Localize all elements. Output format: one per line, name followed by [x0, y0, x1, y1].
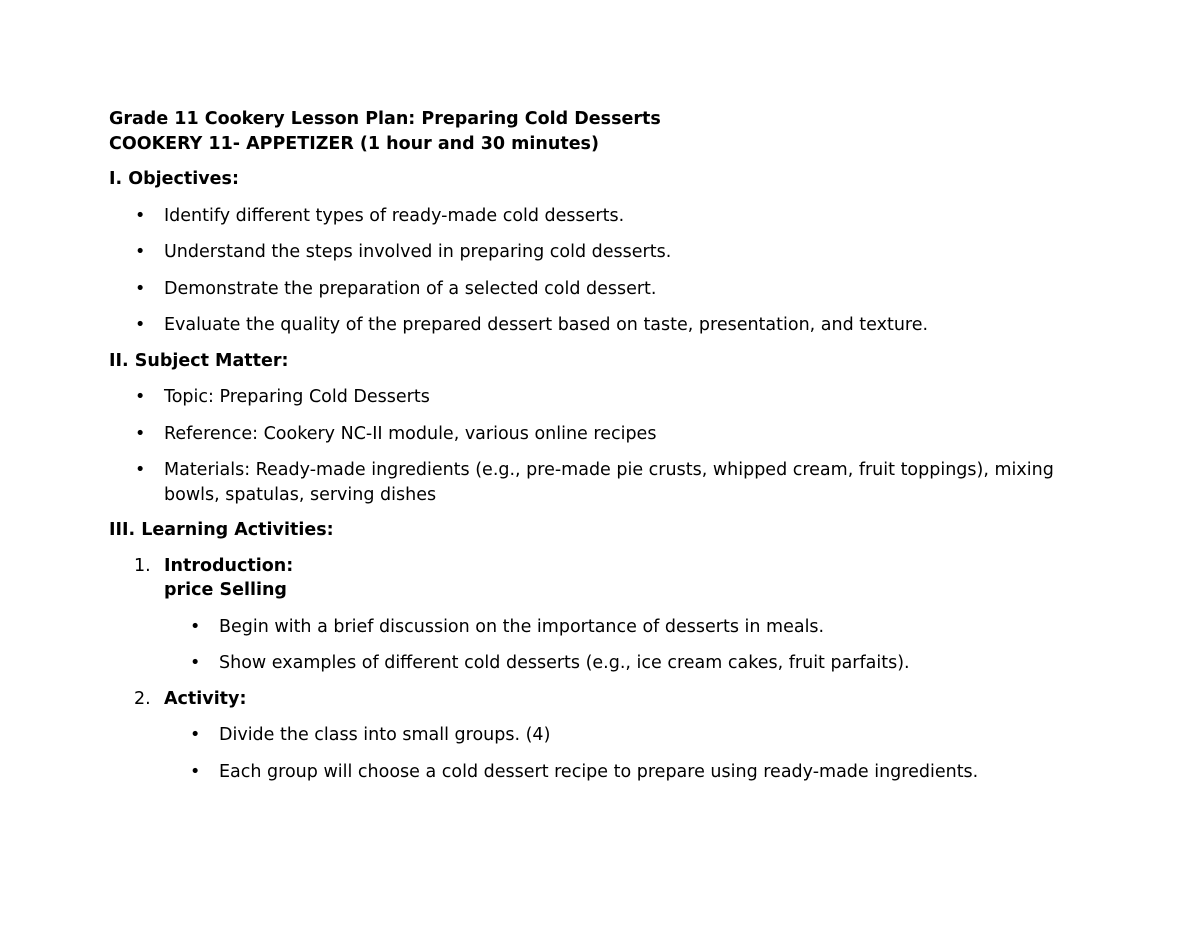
subject-matter-item: • Materials: Ready-made ingredients (e.g., pre-made pie crusts, whipped cream, fruit toppings), mixing bowls, spatulas, serving dishes — [109, 458, 1109, 507]
document-subtitle: COOKERY 11- APPETIZER (1 hour and 30 minutes) — [109, 133, 599, 154]
learning-activities-list — [109, 554, 1109, 785]
learning-activities-heading: III. Learning Activities: — [109, 520, 334, 540]
step-label: Introduction: — [164, 555, 294, 576]
step-sublabel: price Selling — [164, 580, 287, 600]
subject-matter-list — [109, 385, 1109, 507]
activity-step-introduction — [109, 554, 1109, 676]
subject-matter-item: • Reference: Cookery NC-II module, various online recipes — [109, 422, 1109, 447]
objective-item: • Understand the steps involved in preparing cold desserts. — [109, 240, 1109, 265]
subject-matter-heading: II. Subject Matter: — [109, 350, 289, 371]
document-title: Grade 11 Cookery Lesson Plan: Preparing Cold Desserts — [109, 109, 661, 129]
objectives-heading: I. Objectives: — [109, 169, 239, 189]
activity-item: • Each group will choose a cold dessert recipe to prepare using ready-made ingredients. — [164, 760, 1109, 785]
objective-item: • Identify different types of ready-made cold desserts. — [109, 204, 1109, 229]
activity-items — [164, 723, 1109, 784]
objectives-list — [109, 204, 1109, 338]
step-label: Activity: — [164, 688, 247, 709]
activity-step-activity — [109, 687, 1109, 785]
document-page — [109, 107, 1109, 784]
introduction-item: • Show examples of different cold desserts (e.g., ice cream cakes, fruit parfaits). — [164, 651, 1109, 676]
step-number: 2. — [134, 688, 151, 709]
introduction-items — [164, 615, 1109, 676]
objective-item: • Evaluate the quality of the prepared dessert based on taste, presentation, and texture. — [109, 313, 1109, 338]
activity-item: • Divide the class into small groups. (4) — [164, 723, 1109, 748]
subject-matter-item: • Topic: Preparing Cold Desserts — [109, 385, 1109, 410]
step-number: 1. — [134, 555, 151, 576]
introduction-item: • Begin with a brief discussion on the importance of desserts in meals. — [164, 615, 1109, 640]
objective-item: • Demonstrate the preparation of a selected cold dessert. — [109, 277, 1109, 302]
